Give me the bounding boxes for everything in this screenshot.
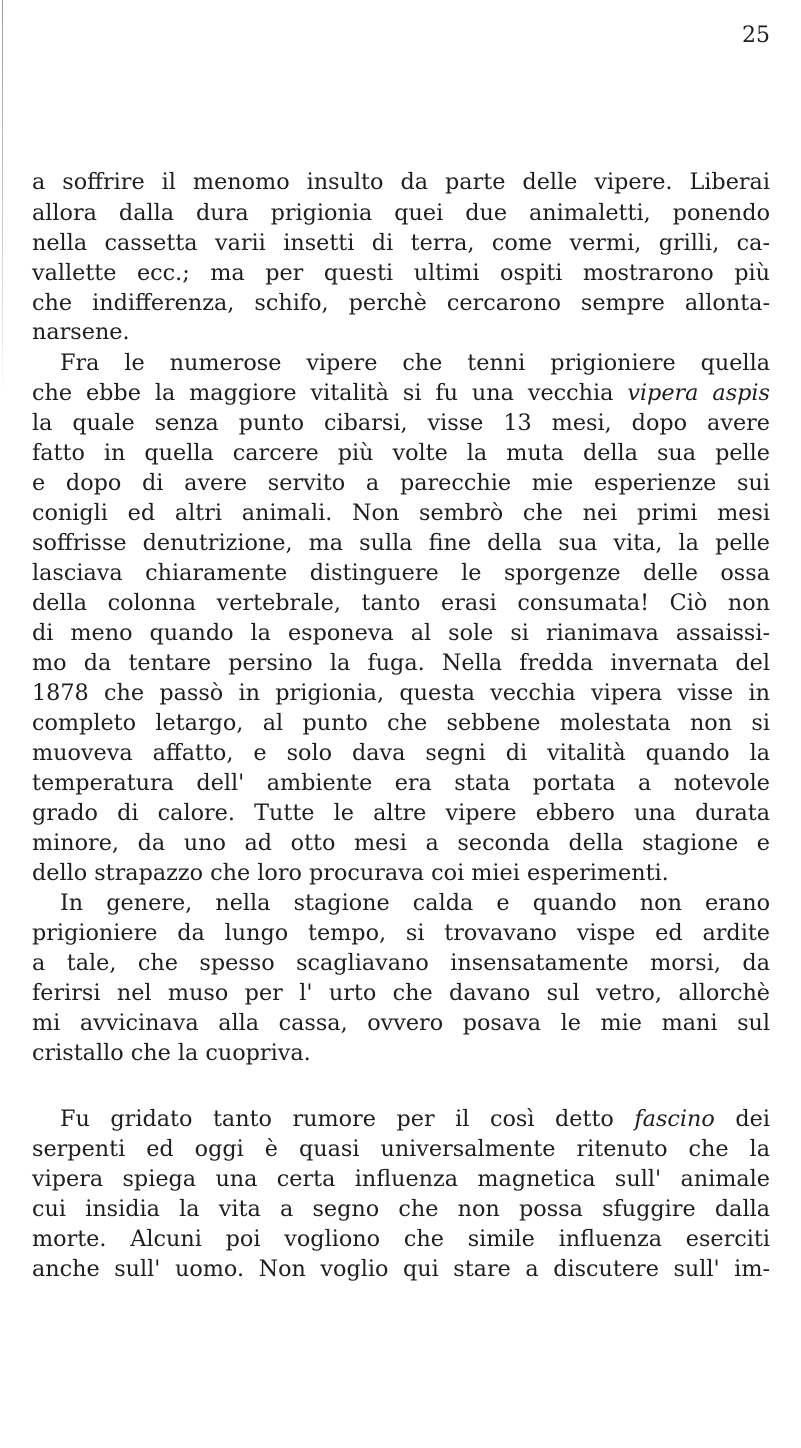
text-line: morte. Alcuni poi vogliono che simile influenza eserciti <box>32 1226 770 1252</box>
text-line: narsene. <box>32 319 130 345</box>
text-line: dello strapazzo che loro procurava coi miei esperimenti. <box>32 860 669 886</box>
text-line-with-italic <box>32 377 770 409</box>
text-line: minore, da uno ad otto mesi a seconda della stagione e <box>32 830 770 856</box>
text-line: serpenti ed oggi è quasi universalmente ritenuto che la <box>32 1136 770 1162</box>
text-line: che indifferenza, schifo, perchè cercarono sempre allonta- <box>32 290 770 316</box>
text-line: completo letargo, al punto che sebbene molestata non si <box>32 710 770 736</box>
text-line: muoveva affatto, e solo dava segni di vitalità quando la <box>32 740 770 766</box>
page-edge-shadow <box>2 0 3 400</box>
text-line: mo da tentare persino la fuga. Nella fredda invernata del <box>32 650 770 676</box>
text-line: a tale, che spesso scagliavano insensatamente morsi, da <box>32 950 770 976</box>
text-line: grado di calore. Tutte le altre vipere ebbero una durata <box>32 800 770 826</box>
text-line: fatto in quella carcere più volte la muta della sua pelle <box>32 440 770 466</box>
text-line: ferirsi nel muso per l' urto che davano sul vetro, allorchè <box>32 980 770 1006</box>
text-line: Fra le numerose vipere che tenni prigioniere quella <box>60 350 770 376</box>
text-run: dei <box>735 1106 770 1132</box>
text-line: della colonna vertebrale, tanto erasi consumata! Ciò non <box>32 590 770 616</box>
text-line: nella cassetta varii insetti di terra, come vermi, grilli, ca- <box>32 230 770 256</box>
text-line: conigli ed altri animali. Non sembrò che nei primi mesi <box>32 500 770 526</box>
page-number: 25 <box>742 23 770 48</box>
text-line: vallette ecc.; ma per questi ultimi ospiti mostrarono più <box>32 260 770 286</box>
species-name: vipera aspis <box>627 380 770 406</box>
text-line: di meno quando la esponeva al sole si rianimava assaissi- <box>32 620 770 646</box>
text-line: e dopo di avere servito a parecchie mie esperienze sui <box>32 470 770 496</box>
text-run: che ebbe la maggiore vitalità si fu una vecchia <box>32 380 614 406</box>
text-line: prigioniere da lungo tempo, si trovavano vispe ed ardite <box>32 920 770 946</box>
text-line: cui insidia la vita a segno che non possa sfuggire dalla <box>32 1196 770 1222</box>
text-line: soffrisse denutrizione, ma sulla fine della sua vita, la pelle <box>32 530 770 556</box>
text-line: 1878 che passò in prigionia, questa vecchia vipera visse in <box>32 680 770 706</box>
text-line: cristallo che la cuopriva. <box>32 1040 311 1066</box>
text-line: la quale senza punto cibarsi, visse 13 mesi, dopo avere <box>32 410 770 436</box>
text-line: anche sull' uomo. Non voglio qui stare a discutere sull' im- <box>32 1256 770 1282</box>
text-line: mi avvicinava alla cassa, ovvero posava le mie mani sul <box>32 1010 770 1036</box>
text-run: Fu gridato tanto rumore per il così detto <box>60 1106 614 1132</box>
text-line: a soffrire il menomo insulto da parte delle vipere. Liberai <box>32 169 770 195</box>
text-line: temperatura dell' ambiente era stata portata a notevole <box>32 770 770 796</box>
text-line: allora dalla dura prigionia quei due animaletti, ponendo <box>32 200 770 226</box>
text-line-with-italic <box>60 1103 770 1135</box>
text-line: vipera spiega una certa influenza magnetica sull' animale <box>32 1166 770 1192</box>
text-line: lasciava chiaramente distinguere le sporgenze delle ossa <box>32 560 770 586</box>
italic-term: fascino <box>634 1106 715 1132</box>
text-line: In genere, nella stagione calda e quando non erano <box>60 890 770 916</box>
